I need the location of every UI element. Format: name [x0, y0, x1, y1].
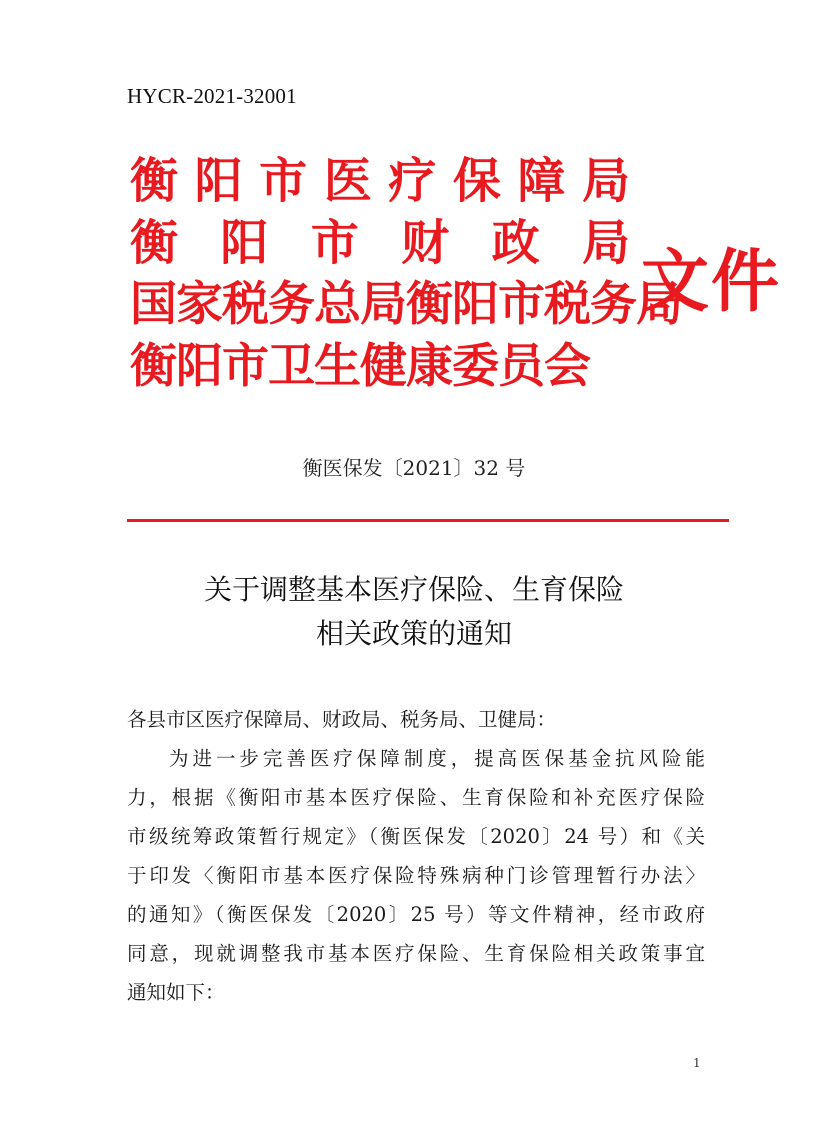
- red-divider: [127, 519, 729, 522]
- issuer-char: 政: [491, 215, 540, 271]
- issuer-char: 市: [310, 215, 359, 271]
- body-line: 市级统筹政策暂行规定》（衡医保发〔2020〕24 号）和《关: [127, 825, 705, 848]
- issuer-char: 市: [259, 153, 308, 209]
- issuer-char: 疗: [388, 153, 437, 209]
- recipients: 各县市区医疗保障局、财政局、税务局、卫健局：: [127, 708, 557, 731]
- page-number: 1: [693, 1056, 701, 1070]
- issuer-char: 阳: [220, 215, 269, 271]
- issuer-health-commission: 衡阳市卫生健康委员会: [130, 339, 590, 394]
- body-line: 于印发〈衡阳市基本医疗保险特殊病种门诊管理暂行办法〉: [127, 864, 705, 887]
- issuer-tax-bureau: 国家税务总局衡阳市税务局: [130, 277, 682, 332]
- issuer-char: 保: [452, 153, 501, 209]
- issuer-char: 医: [323, 153, 372, 209]
- notice-body: [127, 700, 705, 1012]
- title-line-2: 相关政策的通知: [315, 617, 512, 650]
- issuer-char: 衡: [130, 153, 179, 209]
- body-line: 为进一步完善医疗保障制度，提高医保基金抗风险能: [169, 747, 705, 770]
- body-line: 同意，现就调整我市基本医疗保险、生育保险相关政策事宜: [127, 942, 705, 965]
- notice-title: [0, 568, 828, 656]
- issuer-char: 障: [517, 153, 566, 209]
- body-line: 的通知》（衡医保发〔2020〕25 号）等文件精神，经市政府: [127, 903, 705, 926]
- document-id: HYCR-2021-32001: [127, 84, 297, 108]
- title-line-1: 关于调整基本医疗保险、生育保险: [203, 573, 624, 606]
- document-suffix: 文件: [641, 243, 782, 322]
- body-line: 力，根据《衡阳市基本医疗保险、生育保险和补充医疗保险: [127, 786, 705, 809]
- document-number: 衡医保发〔2021〕32 号: [302, 456, 526, 480]
- issuing-authorities: [130, 150, 682, 398]
- issuer-char: 局: [581, 215, 630, 271]
- issuer-char: 局: [581, 153, 630, 209]
- issuer-medical-security-bureau: [130, 150, 630, 212]
- issuer-finance-bureau: [130, 212, 630, 274]
- issuer-char: 阳: [194, 153, 243, 209]
- issuer-char: 财: [401, 215, 450, 271]
- body-line: 通知如下：: [127, 981, 225, 1004]
- issuer-char: 衡: [130, 215, 179, 271]
